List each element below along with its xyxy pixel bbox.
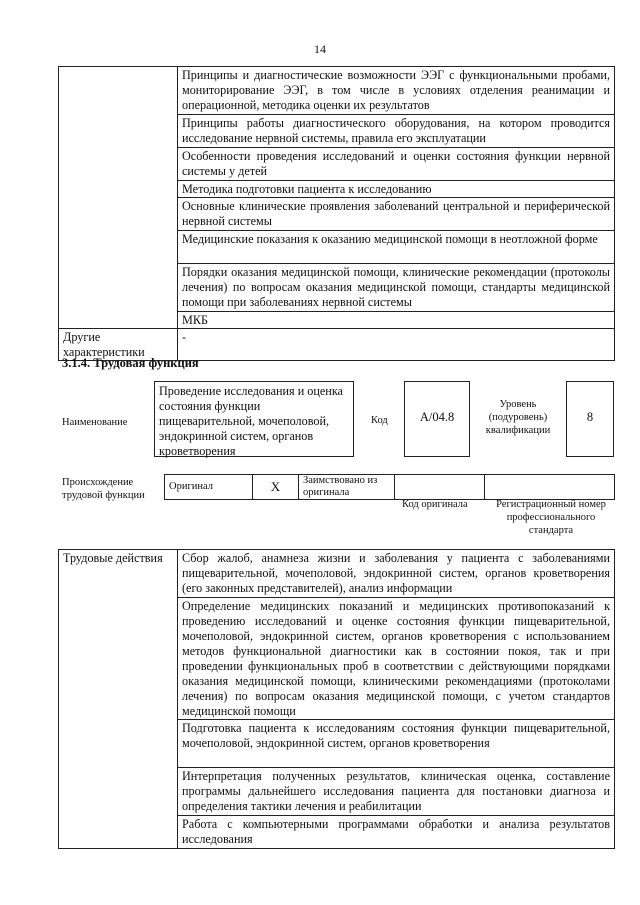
knowledge-table [58,66,615,361]
labor-action-item: Определение медицинских показаний и медицинских противопоказаний к проведению исследований и оценке состояния функции пищеварительной, мочеполовой, эндокринной систем, органов кроветворения с использованием методов функциональной диагностики как в состоянии покоя, так и при проведении функциональных проб в соответствии с действующими порядками оказания медицинской помощи, клиническими рекомендациями (протоколами лечения) по вопросам оказания медицинской помощи, с учетом стандартов медицинской помощи [178,598,615,720]
page-number: 14 [314,42,326,56]
function-name-box: Проведение исследования и оценка состояния функции пищеварительной, мочеполовой, эндокринной систем, органов кроветворения [154,381,354,457]
borrowed-label: Заимствовано из оригинала [299,475,395,500]
knowledge-item: Принципы работы диагностического оборудования, на котором проводится исследование нервной системы, правила его эксплуатации [178,115,615,148]
knowledge-item: Особенности проведения исследований и оценки состояния функции нервной системы у детей [178,148,615,181]
knowledge-item: Медицинские показания к оказанию медицинской помощи в неотложной форме [178,231,615,264]
qualification-level-box: 8 [566,381,614,457]
section-title: 3.1.4. Трудовая функция [62,356,199,370]
code-original-label: Код оригинала [402,499,468,510]
labor-action-item: Работа с компьютерными программами обработки и анализа результатов исследования [178,816,615,849]
labor-action-item: Интерпретация полученных результатов, клиническая оценка, составление программы дальнейшего исследования пациента для постановки диагноза и определения тактики лечения и реабилитации [178,768,615,816]
labor-action-item: Подготовка пациента к исследованиям состояния функции пищеварительной, мочеполовой, эндокринной систем, органов кроветворения [178,720,615,768]
origin-table [164,474,615,500]
labor-action-item: Сбор жалоб, анамнеза жизни и заболевания у пациента с заболеваниями пищеварительной, мочеполовой, эндокринной систем, органов кроветворения (его законных представителей), анализ информации [178,550,615,598]
other-characteristics-label: Другие характеристики [59,329,178,361]
other-characteristics-value: - [178,329,615,361]
reg-number-cell [485,475,615,500]
knowledge-item: МКБ [178,312,615,329]
origin-label: Происхождение трудовой функции [62,477,145,501]
knowledge-item: Принципы и диагностические возможности ЭЭГ с функциональными пробами, мониторирование ЭЭГ, в том числе в условиях отделения реанимации и операционной, методика оценки их результатов [178,67,615,115]
knowledge-item: Основные клинические проявления заболеваний центральной и периферической нервной системы [178,198,615,231]
function-code-box: А/04.8 [404,381,470,457]
knowledge-category-cell [59,67,178,329]
original-mark: X [253,475,299,500]
labor-actions-label: Трудовые действия [59,550,178,849]
labor-actions-table [58,549,615,849]
knowledge-item: Порядки оказания медицинской помощи, клинические рекомендации (протоколы лечения) по вопросам оказания медицинской помощи, стандарты медицинской помощи при заболеваниях нервной системы [178,264,615,312]
code-original-cell [395,475,485,500]
code-label: Код [371,415,388,426]
name-label: Наименование [62,417,128,428]
level-label: Уровень (подуровень) квалификации [485,399,551,436]
knowledge-item: Методика подготовки пациента к исследованию [178,181,615,198]
reg-number-label: Регистрационный номер профессионального стандарта [496,499,606,536]
original-label: Оригинал [165,475,253,500]
